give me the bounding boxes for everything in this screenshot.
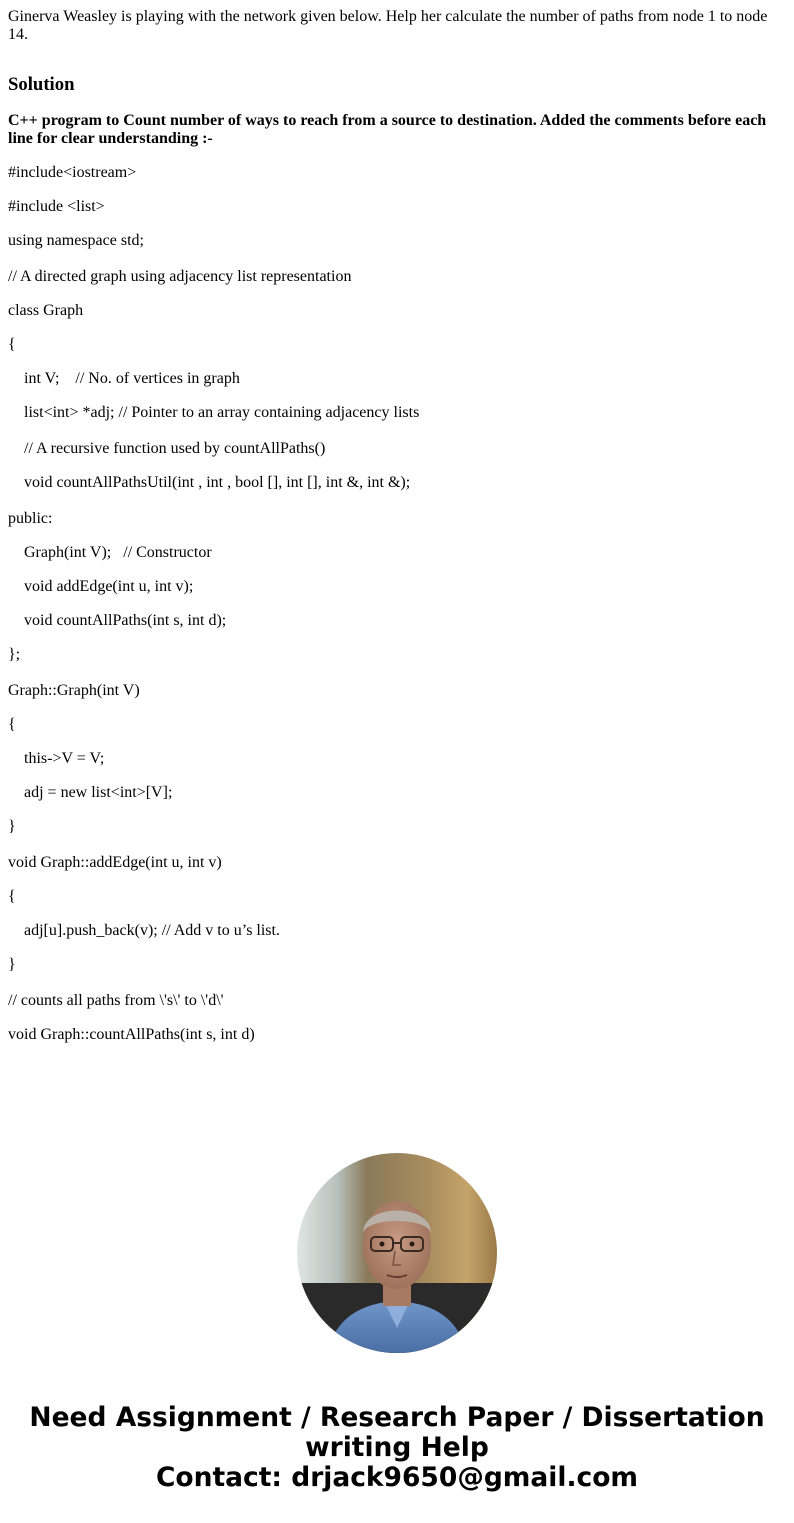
footer-line-2: writing Help xyxy=(305,1432,489,1463)
code-line: void addEdge(int u, int v); xyxy=(24,578,194,595)
code-line: { xyxy=(8,336,16,353)
code-line: class Graph xyxy=(8,302,84,319)
code-line: #include<iostream> xyxy=(8,164,137,181)
code-line: { xyxy=(8,888,16,905)
code-line: } xyxy=(8,818,16,835)
question-text: Ginerva Weasley is playing with the network given below. Help her calculate the number of paths from node 1 to node 14. xyxy=(8,8,768,43)
code-line: } xyxy=(8,956,16,973)
code-listing xyxy=(8,164,786,1044)
code-line: void Graph::addEdge(int u, int v) xyxy=(8,854,222,871)
code-line: list<int> *adj; // Pointer to an array containing adjacency lists xyxy=(24,404,420,421)
code-line: adj = new list<int>[V]; xyxy=(24,784,173,801)
code-line: int V; // No. of vertices in graph xyxy=(24,370,240,387)
code-line: void Graph::countAllPaths(int s, int d) xyxy=(8,1026,255,1043)
code-line: // counts all paths from \'s\' to \'d\' xyxy=(8,992,224,1009)
code-line: void countAllPathsUtil(int , int , bool [], int [], int &, int &); xyxy=(24,474,411,491)
code-line: // A recursive function used by countAllPaths() xyxy=(24,440,326,457)
solution-subheading: C++ program to Count number of ways to reach from a source to destination. Added the comments before each line for clear understanding :- xyxy=(8,112,767,147)
solution-heading: Solution xyxy=(8,74,75,95)
code-line: adj[u].push_back(v); // Add v to u’s list. xyxy=(24,922,280,939)
code-line: public: xyxy=(8,510,53,527)
document-body xyxy=(8,0,786,1123)
code-line: Graph(int V); // Constructor xyxy=(24,544,212,561)
footer-contact: Contact: drjack9650@gmail.com xyxy=(155,1462,639,1493)
code-line: // A directed graph using adjacency list representation xyxy=(8,268,352,285)
author-photo xyxy=(297,1153,497,1353)
code-line: void countAllPaths(int s, int d); xyxy=(24,612,227,629)
code-line: Graph::Graph(int V) xyxy=(8,682,140,699)
code-line: using namespace std; xyxy=(8,232,144,249)
code-line: { xyxy=(8,716,16,733)
code-line: this->V = V; xyxy=(24,750,105,767)
author-avatar xyxy=(297,1153,497,1353)
footer-line-1: Need Assignment / Research Paper / Dissertation xyxy=(29,1402,765,1433)
code-line: #include <list> xyxy=(8,198,105,215)
code-line: }; xyxy=(8,646,21,663)
footer-banner xyxy=(0,1403,794,1493)
